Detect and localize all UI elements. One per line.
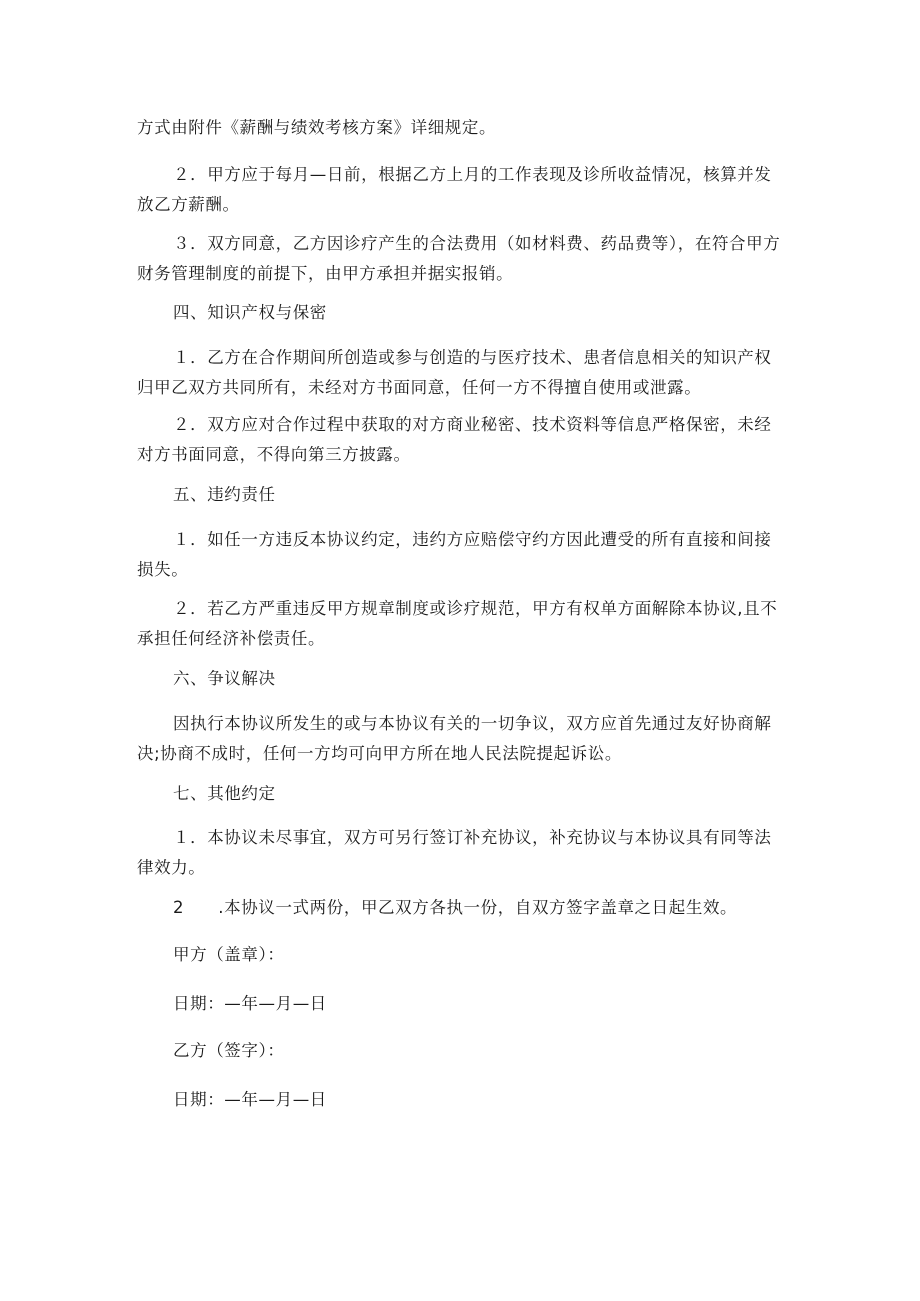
section7-item1: １．本协议未尽事宜，双方可另行签订补充协议，补充协议与本协议具有同等法律效力。: [137, 828, 772, 877]
section5-item2: ２．若乙方严重违反甲方规章制度或诊疗规范，甲方有权单方面解除本协议,且不承担任何经济补偿责任。: [137, 599, 778, 648]
section3-item3: ３．双方同意，乙方因诊疗产生的合法费用（如材料费、药品费等），在符合甲方财务管理制度的前提下，由甲方承担并据实报销。: [137, 234, 781, 283]
section5-heading: 五、违约责任: [173, 485, 276, 504]
section3-item2: ２．甲方应于每月—日前，根据乙方上月的工作表现及诊所收益情况，核算并发放乙方薪酬。: [137, 165, 772, 214]
section4-item1: １．乙方在合作期间所创造或参与创造的与医疗技术、患者信息相关的知识产权归甲乙双方共同所有，未经对方书面同意，任何一方不得擅自使用或泄露。: [137, 348, 772, 397]
party-b-date: 日期：—年—月—日: [173, 1090, 327, 1109]
section5-item1: １．如任一方违反本协议约定，违约方应赔偿守约方因此遭受的所有直接和间接损失。: [137, 530, 772, 579]
section6-heading: 六、争议解决: [173, 669, 276, 688]
section7-heading: 七、其他约定: [173, 784, 276, 803]
section4-item2: ２．双方应对合作过程中获取的对方商业秘密、技术资料等信息严格保密，未经对方书面同意，不得向第三方披露。: [137, 415, 772, 464]
party-a-date: 日期：—年—月—日: [173, 994, 327, 1013]
party-a-seal-label: 甲方（盖章）：: [173, 945, 285, 964]
section6-body: 因执行本协议所发生的或与本协议有关的一切争议，双方应首先通过友好协商解决;协商不成时，任何一方均可向甲方所在地人民法院提起诉讼。: [137, 714, 772, 763]
party-b-sign-label: 乙方（签字）：: [173, 1041, 285, 1060]
section4-heading: 四、知识产权与保密: [173, 303, 327, 322]
paragraph-continuation: 方式由附件《薪酬与绩效考核方案》详细规定。: [137, 118, 497, 137]
section7-item2: 2 .本协议一式两份，甲乙双方各执一份，自双方签字盖章之日起生效。: [173, 898, 738, 917]
